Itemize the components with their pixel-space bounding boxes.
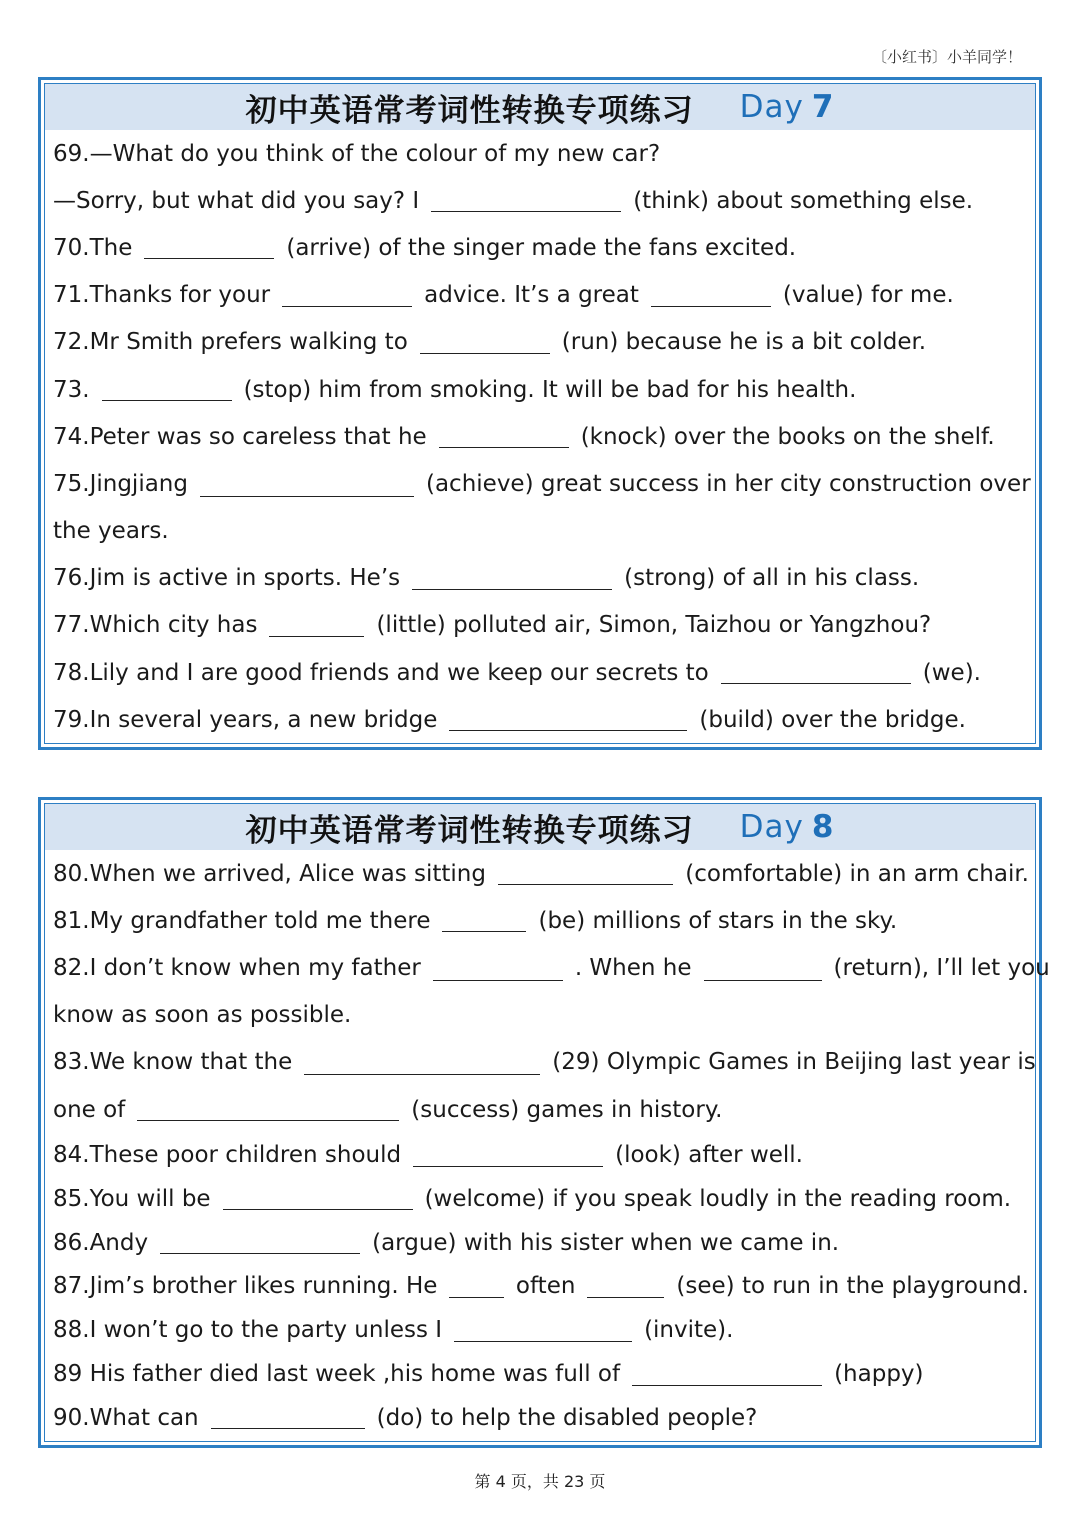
section-title-bar [45, 84, 1035, 130]
day-number: 7 [811, 89, 835, 125]
question-79: 79.In several years, a new bridge (build) over the bridge. [53, 706, 966, 733]
answer-blank[interactable] [269, 614, 364, 637]
answer-blank[interactable] [704, 958, 822, 981]
answer-blank[interactable] [439, 425, 569, 448]
answer-blank[interactable] [632, 1363, 822, 1386]
section-title: 初中英语常考词性转换专项练习 [245, 92, 694, 129]
section-title: 初中英语常考词性转换专项练习 [245, 812, 694, 849]
question-89: 89 His father died last week ,his home was full of (happy) [53, 1361, 924, 1387]
answer-blank[interactable] [282, 284, 412, 307]
question-82: 82.I don’t know when my father . When he (return), I’ll let you [53, 954, 1050, 981]
answer-blank[interactable] [137, 1098, 399, 1121]
question-86: 86.Andy (argue) with his sister when we came in. [53, 1229, 840, 1256]
answer-blank[interactable] [413, 1144, 603, 1167]
answer-blank[interactable] [721, 661, 911, 684]
answer-blank[interactable] [587, 1275, 664, 1298]
question-72: 72.Mr Smith prefers walking to (run) because he is a bit colder. [53, 329, 927, 356]
answer-blank[interactable] [449, 1275, 503, 1298]
answer-blank[interactable] [651, 284, 771, 307]
day-label: Day [739, 89, 804, 125]
question-82-continued: know as soon as possible. [53, 1002, 352, 1029]
question-87: 87.Jim’s brother likes running. He often (see) to run in the playground. [53, 1273, 1029, 1300]
answer-blank[interactable] [102, 378, 232, 401]
question-77: 77.Which city has (little) polluted air, Simon, Taizhou or Yangzhou? [53, 612, 932, 639]
question-80: 80.When we arrived, Alice was sitting (comfortable) in an arm chair. [53, 860, 1029, 887]
question-78: 78.Lily and I are good friends and we keep our secrets to (we). [53, 659, 981, 686]
question-70: 70.The (arrive) of the singer made the fans excited. [53, 234, 797, 261]
question-83: 83.We know that the (29) Olympic Games in Beijing last year is [53, 1049, 1036, 1076]
answer-blank[interactable] [200, 474, 414, 497]
answer-blank[interactable] [449, 708, 687, 731]
answer-blank[interactable] [144, 236, 274, 259]
answer-blank[interactable] [412, 567, 612, 590]
answer-blank[interactable] [498, 862, 673, 885]
question-84: 84.These poor children should (look) after well. [53, 1142, 803, 1169]
question-74: 74.Peter was so careless that he (knock) over the books on the shelf. [53, 423, 995, 450]
answer-blank[interactable] [304, 1052, 540, 1075]
question-85: 85.You will be (welcome) if you speak loudly in the reading room. [53, 1185, 1012, 1212]
day-label: Day [739, 809, 804, 845]
exercise-box-day7 [38, 77, 1042, 750]
exercise-box-day8 [38, 797, 1050, 1448]
answer-blank[interactable] [454, 1319, 632, 1342]
question-76: 76.Jim is active in sports. He’s (strong) of all in his class. [53, 565, 920, 592]
question-75: 75.Jingjiang (achieve) great success in her city construction over [53, 470, 1031, 497]
answer-blank[interactable] [160, 1231, 360, 1254]
answer-blank[interactable] [211, 1406, 365, 1429]
answer-blank[interactable] [420, 331, 550, 354]
question-71: 71.Thanks for your advice. It’s a great (value) for me. [53, 282, 954, 309]
question-90: 90.What can (do) to help the disabled people? [53, 1404, 758, 1431]
watermark: 〔小红书〕小羊同学！ [871, 48, 1022, 66]
question-75-continued: the years. [53, 518, 169, 545]
section-title-bar [45, 804, 1035, 850]
page-footer: 第 4 页，共 23 页 [474, 1472, 606, 1491]
question-81: 81.My grandfather told me there (be) millions of stars in the sky. [53, 907, 898, 934]
question-83-continued: one of (success) games in history. [53, 1096, 723, 1123]
answer-blank[interactable] [431, 189, 621, 212]
question-73: 73. (stop) him from smoking. It will be bad for his health. [53, 376, 857, 403]
answer-blank[interactable] [223, 1187, 413, 1210]
answer-blank[interactable] [433, 958, 563, 981]
question-69-answer: —Sorry, but what did you say? I (think) about something else. [53, 187, 974, 214]
answer-blank[interactable] [442, 909, 526, 932]
question-88: 88.I won’t go to the party unless I (invite). [53, 1317, 734, 1344]
day-number: 8 [811, 809, 835, 845]
question-69: 69.—What do you think of the colour of my new car? [53, 140, 661, 167]
